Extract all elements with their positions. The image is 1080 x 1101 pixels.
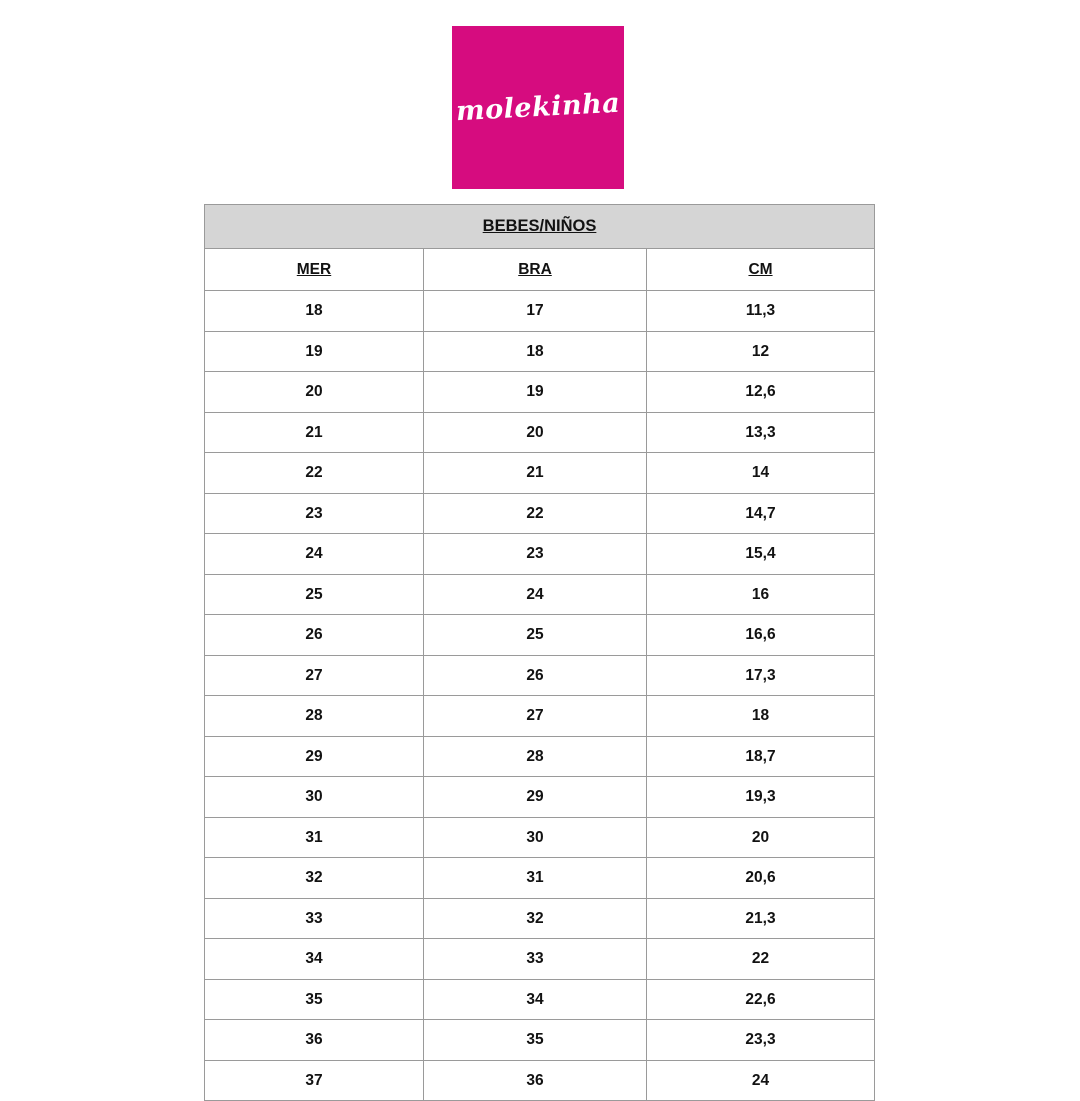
brand-wordmark: molekinha [455, 87, 621, 128]
table-cell: 37 [205, 1060, 424, 1101]
table-cell: 18 [205, 291, 424, 332]
table-cell: 15,4 [647, 534, 875, 575]
table-row [205, 574, 875, 615]
table-cell: 14,7 [647, 493, 875, 534]
table-row [205, 615, 875, 656]
table-cell: 22 [647, 939, 875, 980]
table-cell: 36 [424, 1060, 647, 1101]
table-cell: 30 [205, 777, 424, 818]
table-cell: 25 [424, 615, 647, 656]
table-cell: 28 [424, 736, 647, 777]
table-row [205, 736, 875, 777]
table-cell: 26 [424, 655, 647, 696]
table-cell: 11,3 [647, 291, 875, 332]
table-cell: 12 [647, 331, 875, 372]
table-cell: 17 [424, 291, 647, 332]
table-row [205, 1020, 875, 1061]
table-cell: 13,3 [647, 412, 875, 453]
table-cell: 21,3 [647, 898, 875, 939]
table-cell: 22,6 [647, 979, 875, 1020]
brand-logo [452, 26, 624, 189]
table-header-row [205, 249, 875, 291]
table-cell: 31 [424, 858, 647, 899]
table-cell: 34 [424, 979, 647, 1020]
table-cell: 16,6 [647, 615, 875, 656]
table-cell: 21 [424, 453, 647, 494]
table-cell: 16 [647, 574, 875, 615]
table-cell: 32 [205, 858, 424, 899]
table-cell: 12,6 [647, 372, 875, 413]
table-title [205, 205, 875, 249]
table-cell: 25 [205, 574, 424, 615]
table-cell: 24 [205, 534, 424, 575]
table-cell: 14 [647, 453, 875, 494]
table-row [205, 696, 875, 737]
table-cell: 19 [205, 331, 424, 372]
table-title-text: BEBES/NIÑOS [482, 217, 597, 235]
table-cell: 35 [205, 979, 424, 1020]
table-cell: 27 [205, 655, 424, 696]
table-row [205, 858, 875, 899]
size-conversion-table [204, 204, 875, 1101]
table-cell: 24 [647, 1060, 875, 1101]
table-cell: 20 [647, 817, 875, 858]
table-row [205, 493, 875, 534]
table-cell: 18,7 [647, 736, 875, 777]
table-cell: 36 [205, 1020, 424, 1061]
table-cell: 29 [424, 777, 647, 818]
table-row [205, 979, 875, 1020]
table-cell: 20 [205, 372, 424, 413]
column-header-mer: MER [205, 249, 424, 291]
table-cell: 23 [424, 534, 647, 575]
table-title-row [205, 205, 875, 249]
table-cell: 24 [424, 574, 647, 615]
table-cell: 20,6 [647, 858, 875, 899]
table-row [205, 291, 875, 332]
table-cell: 27 [424, 696, 647, 737]
column-header-bra: BRA [424, 249, 647, 291]
table-cell: 19 [424, 372, 647, 413]
table-cell: 35 [424, 1020, 647, 1061]
table-cell: 33 [424, 939, 647, 980]
table-row [205, 372, 875, 413]
table-cell: 31 [205, 817, 424, 858]
table-cell: 19,3 [647, 777, 875, 818]
table-cell: 29 [205, 736, 424, 777]
table-cell: 28 [205, 696, 424, 737]
table-cell: 34 [205, 939, 424, 980]
table-cell: 20 [424, 412, 647, 453]
table-row [205, 655, 875, 696]
table-row [205, 331, 875, 372]
table-row [205, 1060, 875, 1101]
table-cell: 23,3 [647, 1020, 875, 1061]
table-row [205, 898, 875, 939]
table-row [205, 534, 875, 575]
table-row [205, 939, 875, 980]
table-cell: 32 [424, 898, 647, 939]
table-row [205, 412, 875, 453]
table-cell: 17,3 [647, 655, 875, 696]
table-cell: 33 [205, 898, 424, 939]
table-cell: 22 [424, 493, 647, 534]
table-row [205, 453, 875, 494]
column-header-cm: CM [647, 249, 875, 291]
table-cell: 26 [205, 615, 424, 656]
size-table-container [204, 204, 874, 1101]
table-cell: 30 [424, 817, 647, 858]
table-row [205, 817, 875, 858]
table-cell: 22 [205, 453, 424, 494]
table-cell: 18 [424, 331, 647, 372]
table-cell: 18 [647, 696, 875, 737]
table-row [205, 777, 875, 818]
table-cell: 21 [205, 412, 424, 453]
table-cell: 23 [205, 493, 424, 534]
